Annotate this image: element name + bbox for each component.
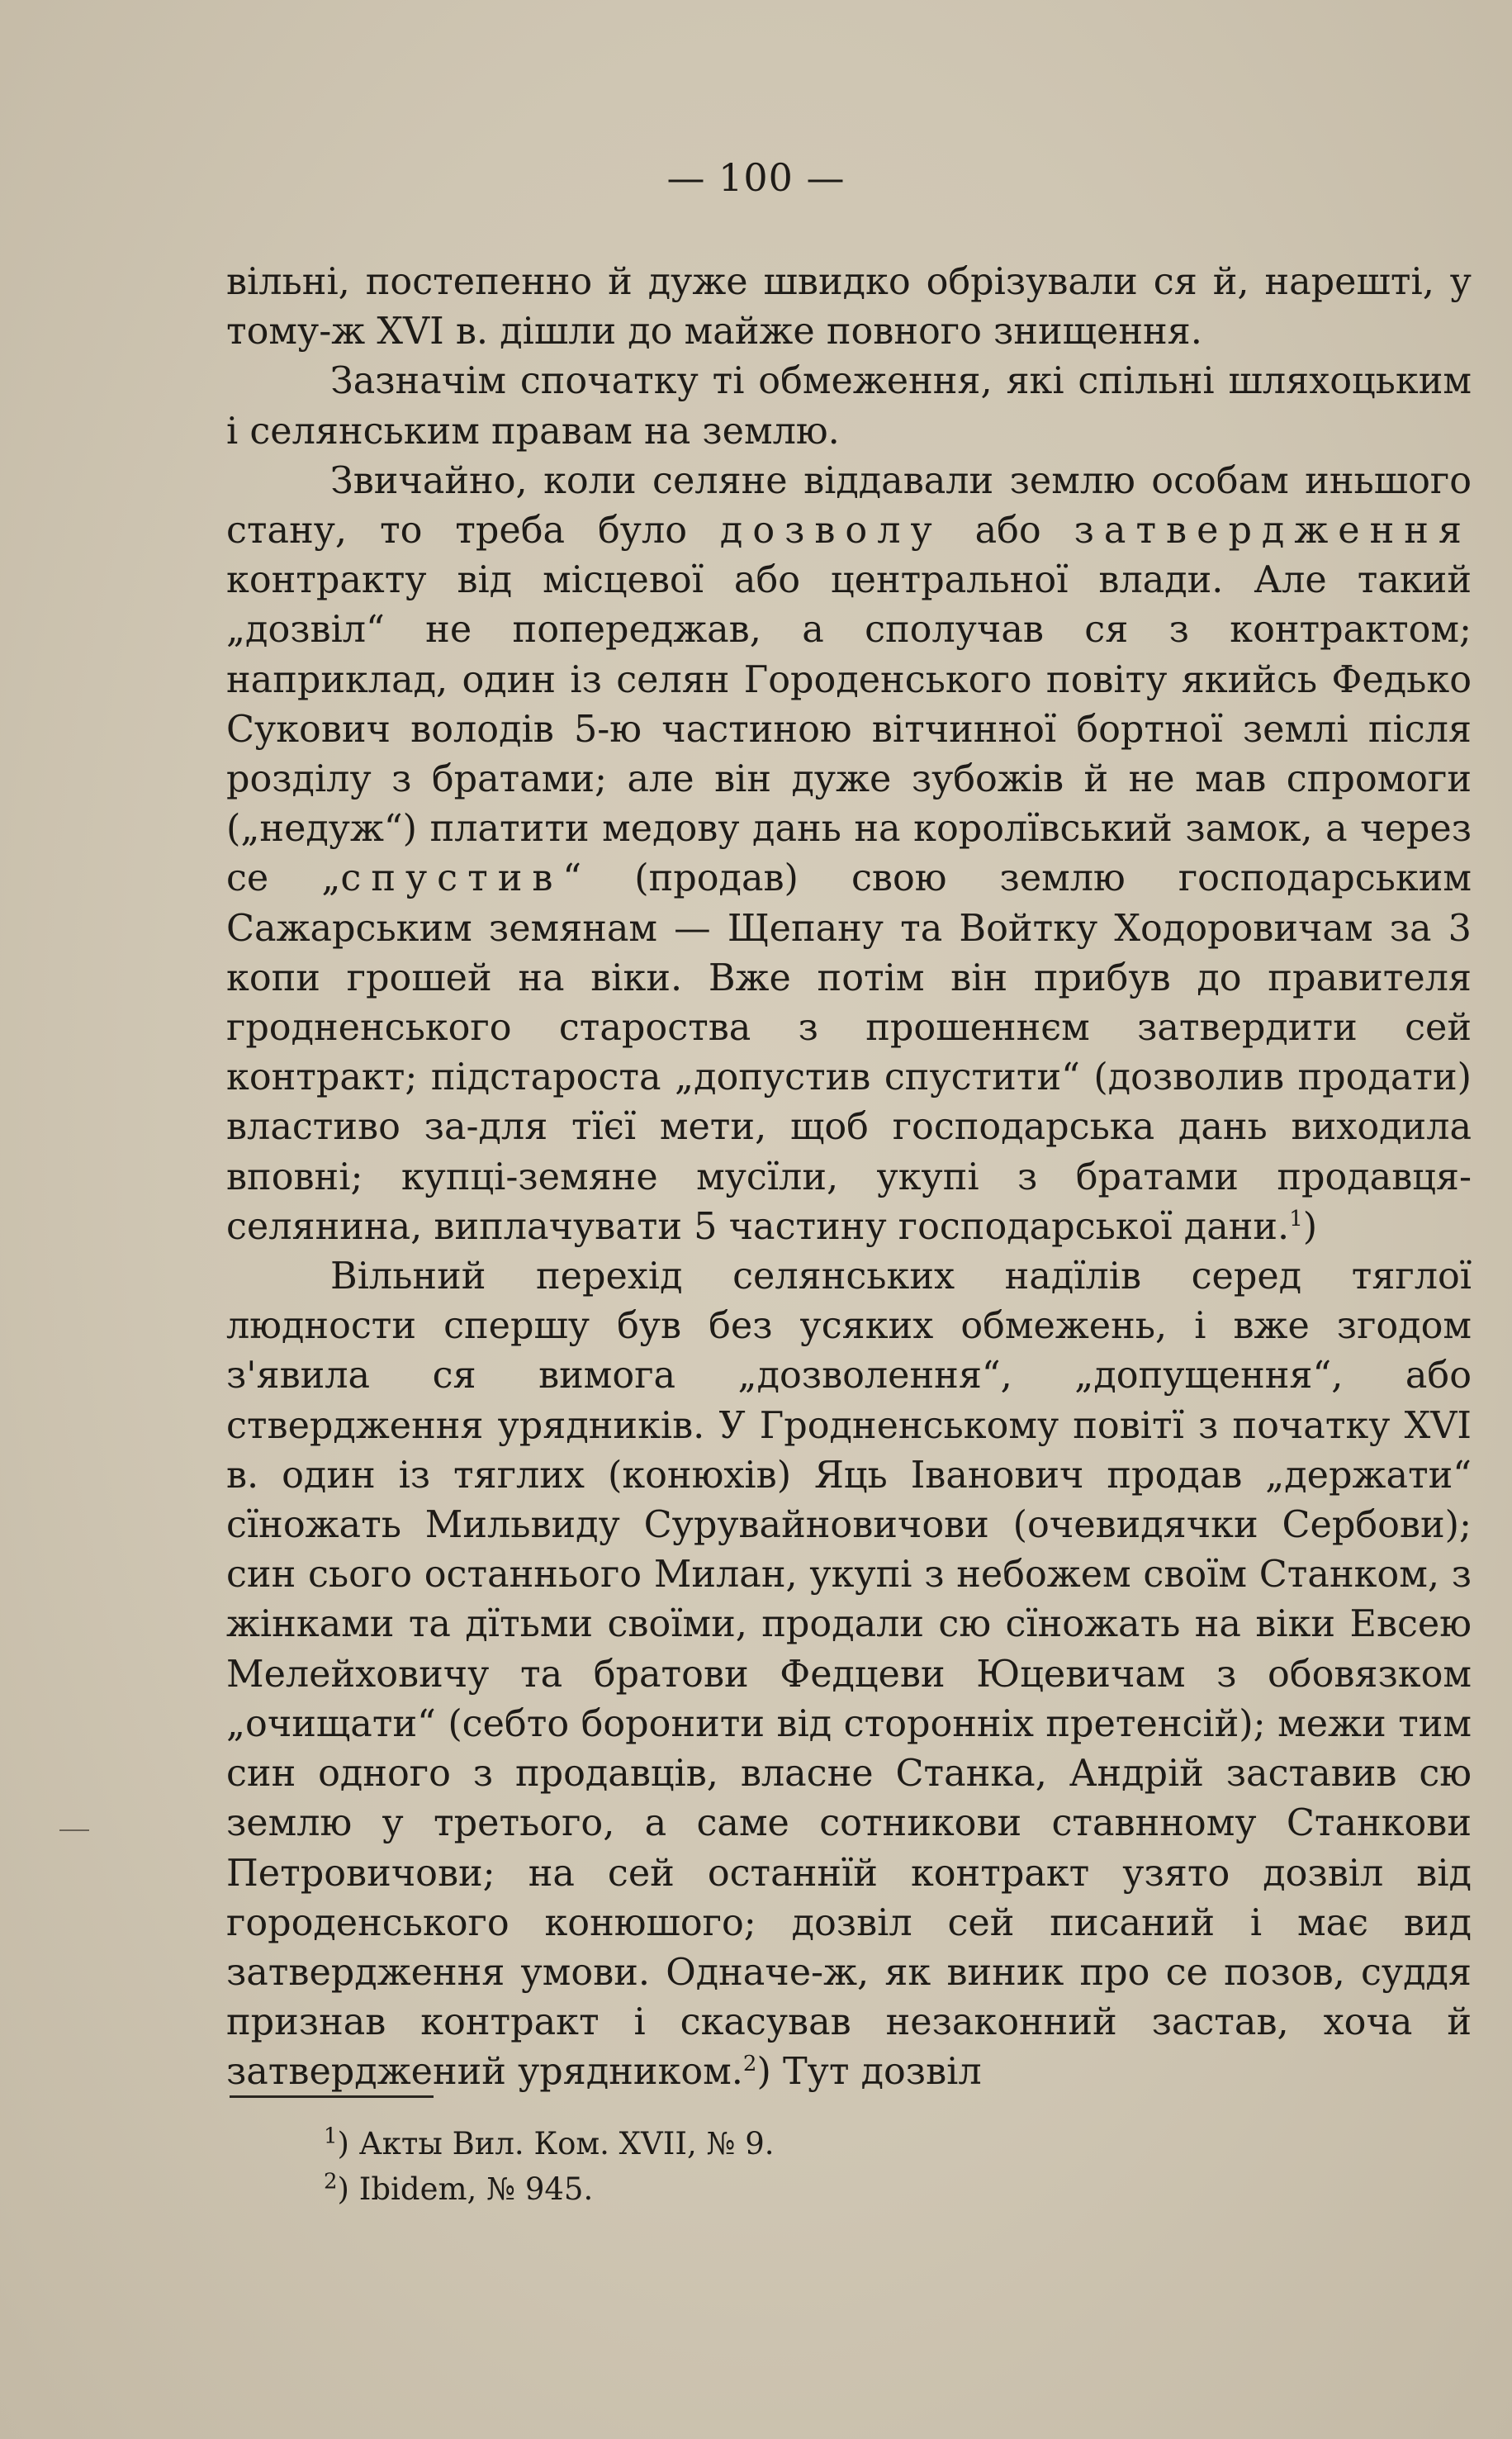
footnote [324,2166,1315,2212]
text-run: контракту від місцевої або центральної влади. Але такий „дозвіл“ не попереджав, а сполучав ся з контрактом; наприклад, один із селян Городенського повіту якийсь Федько Сукович володів 5-ю частиною вітчинної бортної землі після розділу з братами; але він дуже зубожів й не мав спромоги („недуж“) платити медову дань на королївський замок, а через се „ [226,559,1472,900]
text-run: або [941,510,1074,553]
paragraph [226,1252,1472,2097]
text-run: “ (продав) свою землю господарським Сажарським земянам — Щепану та Войтку Ходоровичам за 3 копи грошей на віки. Вже потім він прибув до правителя гродненського староства з прошеннєм затвердити сей контракт; підстароста „допустив спустити“ (дозволив продати) властиво за-для тїєї мети, щоб господарська дань виходила вповні; купці-земяне мусїли, укупі з братами продавця-селянина, виплачувати 5 частину господарської дани. [226,857,1472,1248]
paragraph [226,258,1472,357]
footnote-marker: 1 [324,2123,338,2149]
footnote-ref: 2 [742,2052,757,2077]
body-text [226,258,1472,2098]
text-run: вільні, постепенно й дуже швидко обрізували ся й, нарешті, у тому-ж XVI в. дішли до майже повного знищення. [226,261,1472,354]
text-run: Звичайно, коли селяне віддавали землю особам иньшого стану, то треба було [226,459,1472,553]
footnote-ref: 1 [1289,1207,1303,1232]
text-run: Вільний перехід селянських надїлів серед тяглої людности спершу був без усяких обмежень, і вже згодом з'явила ся вимога „дозволення“, „допущення“, або ствердження урядників. У Гродненському повітї з початку XVI в. один із тяглих (конюхів) Яць Іванович продав „держати“ сїножать Мильвиду Сурувайновичови (очевидячки Сербови); син сього останнього Милан, укупі з небожем своїм Станком, з жінками та дїтьми своїми, продали сю сїножать на віки Евсею Мелейховичу та братови Федцеви Юцевичам з обовязком „очищати“ (себто боронити від сторонніх претенсій); межи тим син одного з продавців, власне Станка, Андрій заставив сю землю у третього, а саме сотникови ставнному Станкови Петровичови; на сей останнїй контракт узято дозвіл від городенського конюшого; дозвіл сей писаний і має вид затвердження умови. Одначе-ж, як виник про се позов, суддя признав контракт і скасував незаконний застав, хоча й затверджений урядником. [226,1255,1472,2094]
footnote-text: ) Ibidem, № 945. [337,2171,594,2207]
footnote-marker: 2 [324,2169,338,2195]
page-number: — 100 — [666,155,846,200]
spaced-emphasis: затвердження [1074,510,1472,553]
spaced-emphasis: спустив [340,857,563,900]
footnote-divider [230,2095,434,2098]
spaced-emphasis: дозволу [719,510,942,553]
text-run: ) [1302,1205,1318,1248]
footnote-text: ) Акты Вил. Ком. XVII, № 9. [337,2126,775,2161]
paragraph [226,357,1472,456]
text-run: Зазначім спочатку ті обмеження, які спільні шляхоцьким і селянським правам на землю. [226,360,1472,453]
footnote [324,2121,1315,2166]
footnotes [324,2121,1315,2212]
margin-mark [59,1829,89,1831]
text-run: ) Тут дозвіл [756,2051,982,2094]
paragraph [226,457,1472,1252]
